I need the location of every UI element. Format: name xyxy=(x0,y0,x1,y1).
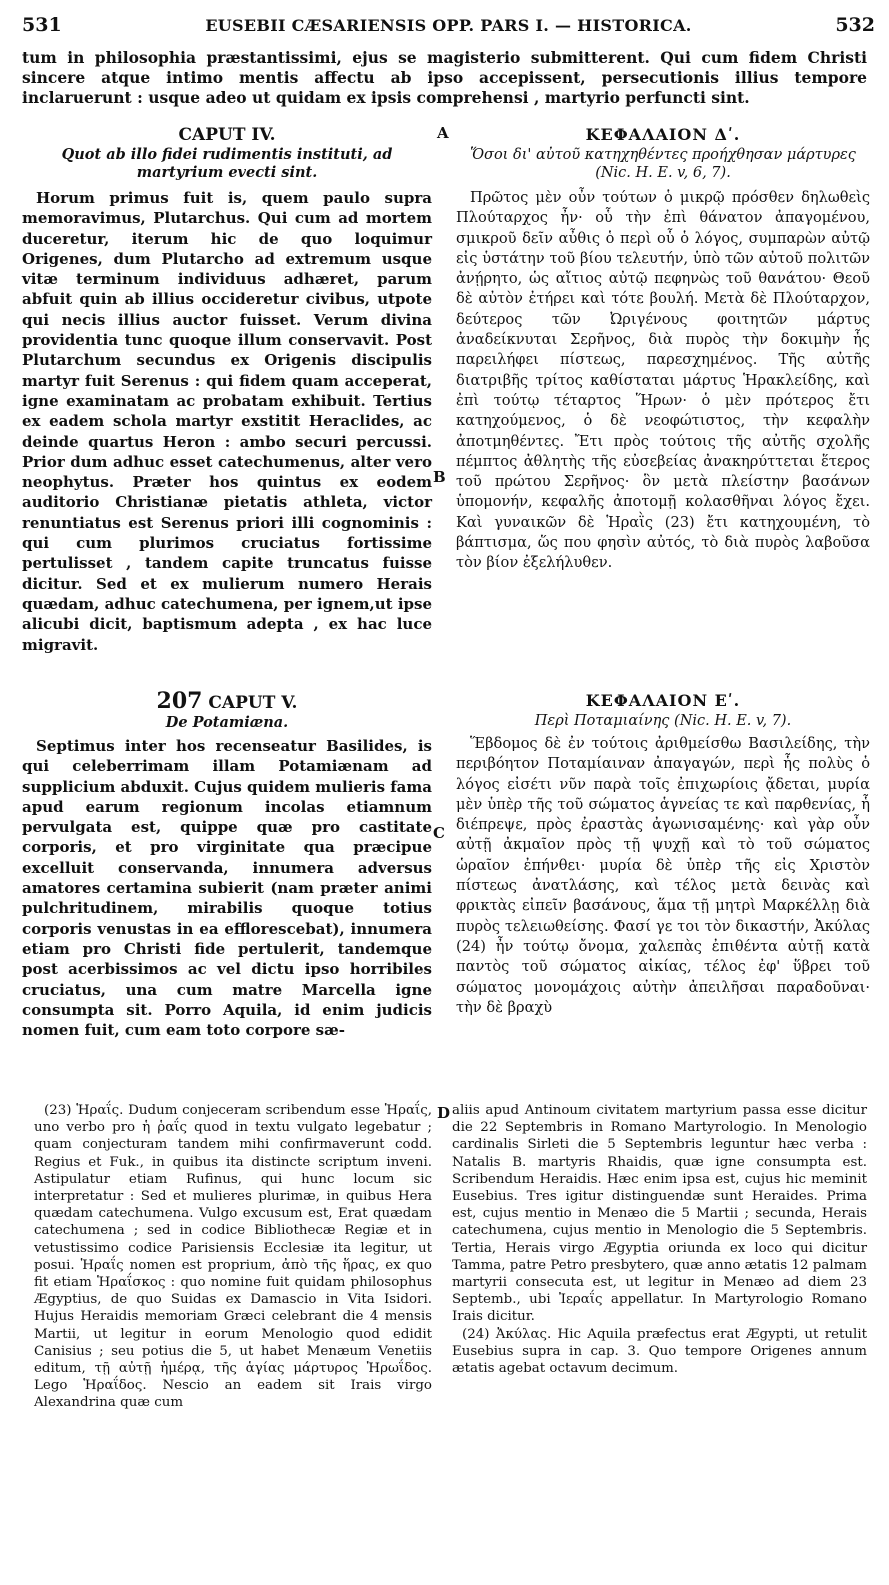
running-header xyxy=(22,14,875,44)
greek-chapter-5-title: ΚΕΦΑΛΑΙΟΝ Εʹ. xyxy=(585,691,741,710)
latin-chapter-5 xyxy=(22,690,432,1040)
latin-chapter-5-text: Septimus inter hos recenseatur Basilides, is qui celeberrimam illam Potamiænam ad supplicium abduxit. Cujus quidem mulieris fama apud earum regionum incolas etiamnum pervulgata est, quippe quæ pro castitate corporis, et pro virginitate qua præcipue excelluit conservanda, innumera adversus amatores certamina subierit (nam præter animi pulchritudinem, mirabilis quoque totius corporis venustas in ea efflorescebat), innumera etiam pro Christi fide pertulerit, tandemque post acerbissimos ac vel dictu ipso horribiles cruciatus, una cum matre Marcella igne consumpta sit. Porro Aquila, id enim judicis nomen fuit, cum eam toto corpore sæ- xyxy=(22,737,432,1040)
intro-paragraph: tum in philosophia præstantissimi, ejus se magisterio submitterent. Qui cum fidem Christi sincere atque intimo mentis affectu ab ipso accepissent, persecutionis illius tempore inclaruerunt : usque adeo ut quidam ex ipsis comprehensi , martyrio perfuncti sint. xyxy=(22,48,867,107)
margin-letter-c: C xyxy=(433,824,445,842)
page-number-left: 531 xyxy=(22,14,62,36)
page-number-right: 532 xyxy=(835,14,875,36)
footnote-23-continued: aliis apud Antinoum civitatem martyrium passa esse dicitur die 22 Septembris in Romano Martyrologio. In Menologio cardinalis Sirleti die 5 Septembris leguntur hæc verba : Natalis B. martyris Rhaidis, quæ igne consumpta est. Scribendum Heraidis. Hæc enim ipsa est, cujus hic meminit Eusebius. Tres igitur distinguendæ sunt Heraides. Prima est, cujus mentio in Menæo die 5 Martii ; secunda, Herais catechumena, cujus mentio in Menologio die 5 Septembris. Tertia, Herais virgo Ægyptia oriunda ex loco qui dicitur Tamma, patre Petro presbytero, quæ anno ætatis 12 palmam martyrii consecuta est, ut legitur in Menæo ad diem 23 Septemb., ubi Ἰεραΐς appellatur. In Martyrologio Romano Irais dicitur. xyxy=(452,1103,867,1325)
greek-chapter-5-text: Ἕβδομος δὲ ἐν τούτοις ἀριθμείσθω Βασιλείδης, τὴν περιβόητον Ποταμίαιναν ἀπαγαγών, περὶ ἧς πολὺς ὁ λόγος εἰσέτι νῦν παρὰ τοῖς ἐπιχωρίοις ᾄδεται, μυρία μὲν ὑπὲρ τῆς τοῦ σώματος ἁγνείας τε καὶ παρθενίας, ἧ διέπρεψε, πρὸς ἐραστὰς ἀγωνισαμένης· καὶ γὰρ οὖν αὐτῇ ἀκμαῖον πρὸς τῇ ψυχῇ καὶ τὸ τοῦ σώματος ὡραῖον ἐπήνθει· μυρία δὲ ὑπὲρ τῆς εἰς Χριστὸν πίστεως ἀνατλάσης, καὶ τέλος μετὰ δεινὰς καὶ φρικτὰς εἰπεῖν βασάνους, ἅμα τῇ μητρὶ Μαρκέλλῃ διὰ πυρὸς τελειωθείσης. Φασί γε τοι τὸν δικαστήν, Ἀκύλας (24) ἦν τούτῳ ὄνομα, χαλεπὰς ἐπιθέντα αὐτῇ κατὰ παντὸς τοῦ σώματος αἰκίας, τέλος ἐφ' ὕβρει τοῦ σώματος μονομάχοις αὐτὴν ἀπειλῆσαι παραδοῦναι· τὴν δὲ βραχὺ xyxy=(456,735,870,1016)
greek-chapter-4 xyxy=(456,124,870,574)
latin-chapter-4-title: CAPUT IV. xyxy=(178,125,276,145)
greek-chapter-5 xyxy=(456,690,870,1018)
footnote-24: (24) Ἀκύλας. Hic Aquila præfectus erat Ægypti, ut retulit Eusebius supra in cap. 3. Quo tempore Origenes annum ætatis agebat octavum decimum. xyxy=(452,1326,867,1377)
greek-chapter-4-subtitle: Ὅσοι δι' αὐτοῦ κατηχηθέντες προήχθησαν μάρτυρες (Nic. H. E. v, 6, 7). xyxy=(470,147,856,181)
margin-letter-d: D xyxy=(437,1104,451,1122)
latin-chapter-5-heading xyxy=(22,690,432,714)
latin-chapter-4 xyxy=(22,124,432,655)
greek-chapter-4-text: Πρῶτος μὲν οὖν τούτων ὁ μικρῷ πρόσθεν δηλωθεὶς Πλούταρχος ἦν· οὗ τὴν ἐπὶ θάνατον ἀπαγομένου, σμικροῦ δεῖν αὖθις ὁ περὶ οὗ ὁ λόγος, συμπαρὼν αὐτῷ εἰς ὑστάτην τοῦ βίου τελευτήν, ὑπὸ τῶν αὐτοῦ πολιτῶν ἀνῄρητο, ὡς αἴτιος αὐτῷ πεφηνὼς τοῦ θανάτου· Θεοῦ δὲ αὐτὸν ἐτήρει καὶ τότε βουλή. Μετὰ δὲ Πλούταρχον, δεύτερος τῶν Ὠριγένους φοιτητῶν μάρτυς ἀναδείκνυται Σερῆνος, διὰ πυρὸς τὴν δοκιμὴν ἧς παρειλήφει πίστεως, παρεσχημένος. Τῆς αὐτῆς διατριβῆς τρίτος καθίσταται μάρτυς Ἡρακλείδης, καὶ ἐπὶ τούτῳ τέταρτος Ἥρων· ὁ μὲν πρότερος ἔτι κατηχούμενος, ὁ δὲ νεοφώτιστος, τὴν κεφαλὴν ἀποτμηθέντες. Ἔτι πρὸς τούτοις τῆς αὐτῆς σχολῆς πέμπτος ἀθλητὴς τῆς εὐσεβείας ἀνακηρύττεται ἕτερος τοῦ πρώτου Σερῆνος· ὃν μετὰ πλείστην βασάνων ὑπομονήν, κεφαλῆς ἀποτομῇ κολασθῆναι λόγος ἔχει. Καὶ γυναικῶν δὲ Ἡραῒς (23) ἔτι κατηχουμένη, τὸ βάπτισμα, ὥς που φησὶν αὐτός, τὸ διὰ πυρὸς λαβοῦσα τὸν βίον ἐξελήλυθεν. xyxy=(456,189,870,572)
latin-chapter-5-title: CAPUT V. xyxy=(208,693,298,713)
greek-chapter-4-title: ΚΕΦΑΛΑΙΟΝ Δʹ. xyxy=(585,125,741,144)
latin-chapter-4-text: Horum primus fuit is, quem paulo supra memoravimus, Plutarchus. Qui cum ad mortem duceretur, iterum hic de quo loquimur Origenes, dum Plutarcho ad extremum usque vitæ terminum individuus adhæret, parum abfuit quin ab illius occideretur civibus, utpote qui necis illius auctor fuisset. Verum divina providentia tunc quoque illum conservavit. Post Plutarchum secundus ex Origenis discipulis martyr fuit Serenus : qui fidem quam acceperat, igne examinatam ac probatam exhibuit. Tertius ex eadem schola martyr exstitit Heraclides, ac deinde quartus Heron : ambo securi percussi. Prior dum adhuc esset catechumenus, alter vero neophytus. Præter hos quintus ex eodem auditorio Christianæ pietatis athleta, victor renuntiatus est Serenus priori illi cognominis : qui cum plurimos cruciatus fortissime pertulisset , tandem capite truncatus fuisse dicitur. Sed et ex mulierum numero Herais quædam, adhuc catechumena, per ignem,ut ipse alicubi dicit, baptismum adepta , ex hac luce migravit. xyxy=(22,189,432,654)
running-title: EUSEBII CÆSARIENSIS OPP. PARS I. — HISTORICA. xyxy=(205,16,692,35)
footnotes-right xyxy=(452,1102,867,1377)
latin-chapter-5-subtitle: De Potamiæna. xyxy=(165,714,289,731)
footnote-23: (23) Ἡραΐς. Dudum conjeceram scribendum esse Ἡραΐς, uno verbo pro ἡ ῥαΐς quod in textu vulgato legebatur ; quam conjecturam tandem mihi confirmaverunt codd. Regius et Fuk., in quibus ita distincte scriptum inveni. Astipulatur etiam Rufinus, qui hunc locum sic interpretatur : Sed et mulieres plurimæ, in quibus Hera quædam catechumena. Vulgo excusum est, Erat quædam catechumena ; sed in codice Bibliothecæ Regiæ et in vetustissimo codice Parisiensis Ecclesiæ ita legitur, ut posui. Ἡραΐς nomen est proprium, ἀπὸ τῆς ἥρας, ex quo fit etiam Ἡραΐσκος : quo nomine fuit quidam philosophus Ægyptius, de quo Suidas ex Damascio in Vita Isidori. Hujus Heraidis memoriam Græci celebrant die 4 mensis Martii, ut legitur in eorum Menologio quod edidit Canisius ; seu potius die 5, ut habet Menæum Venetiis editum, τῇ αὐτῇ ἡμέρᾳ, τῆς ἁγίας μάρτυρος Ἡρωΐδος. Lego Ἡραΐδος. Nescio an eadem sit Irais virgo Alexandrina quæ cum xyxy=(34,1103,432,1411)
margin-letter-a: A xyxy=(437,124,449,142)
greek-chapter-5-subtitle: Περὶ Ποταμιαίνης (Nic. H. E. v, 7). xyxy=(534,713,792,729)
latin-chapter-4-subtitle: Quot ab illo fidei rudimentis instituti, ad martyrium evecti sint. xyxy=(61,146,393,181)
footnotes-left xyxy=(34,1102,432,1412)
column-number: 207 xyxy=(156,688,203,714)
margin-letter-b: B xyxy=(433,468,446,486)
